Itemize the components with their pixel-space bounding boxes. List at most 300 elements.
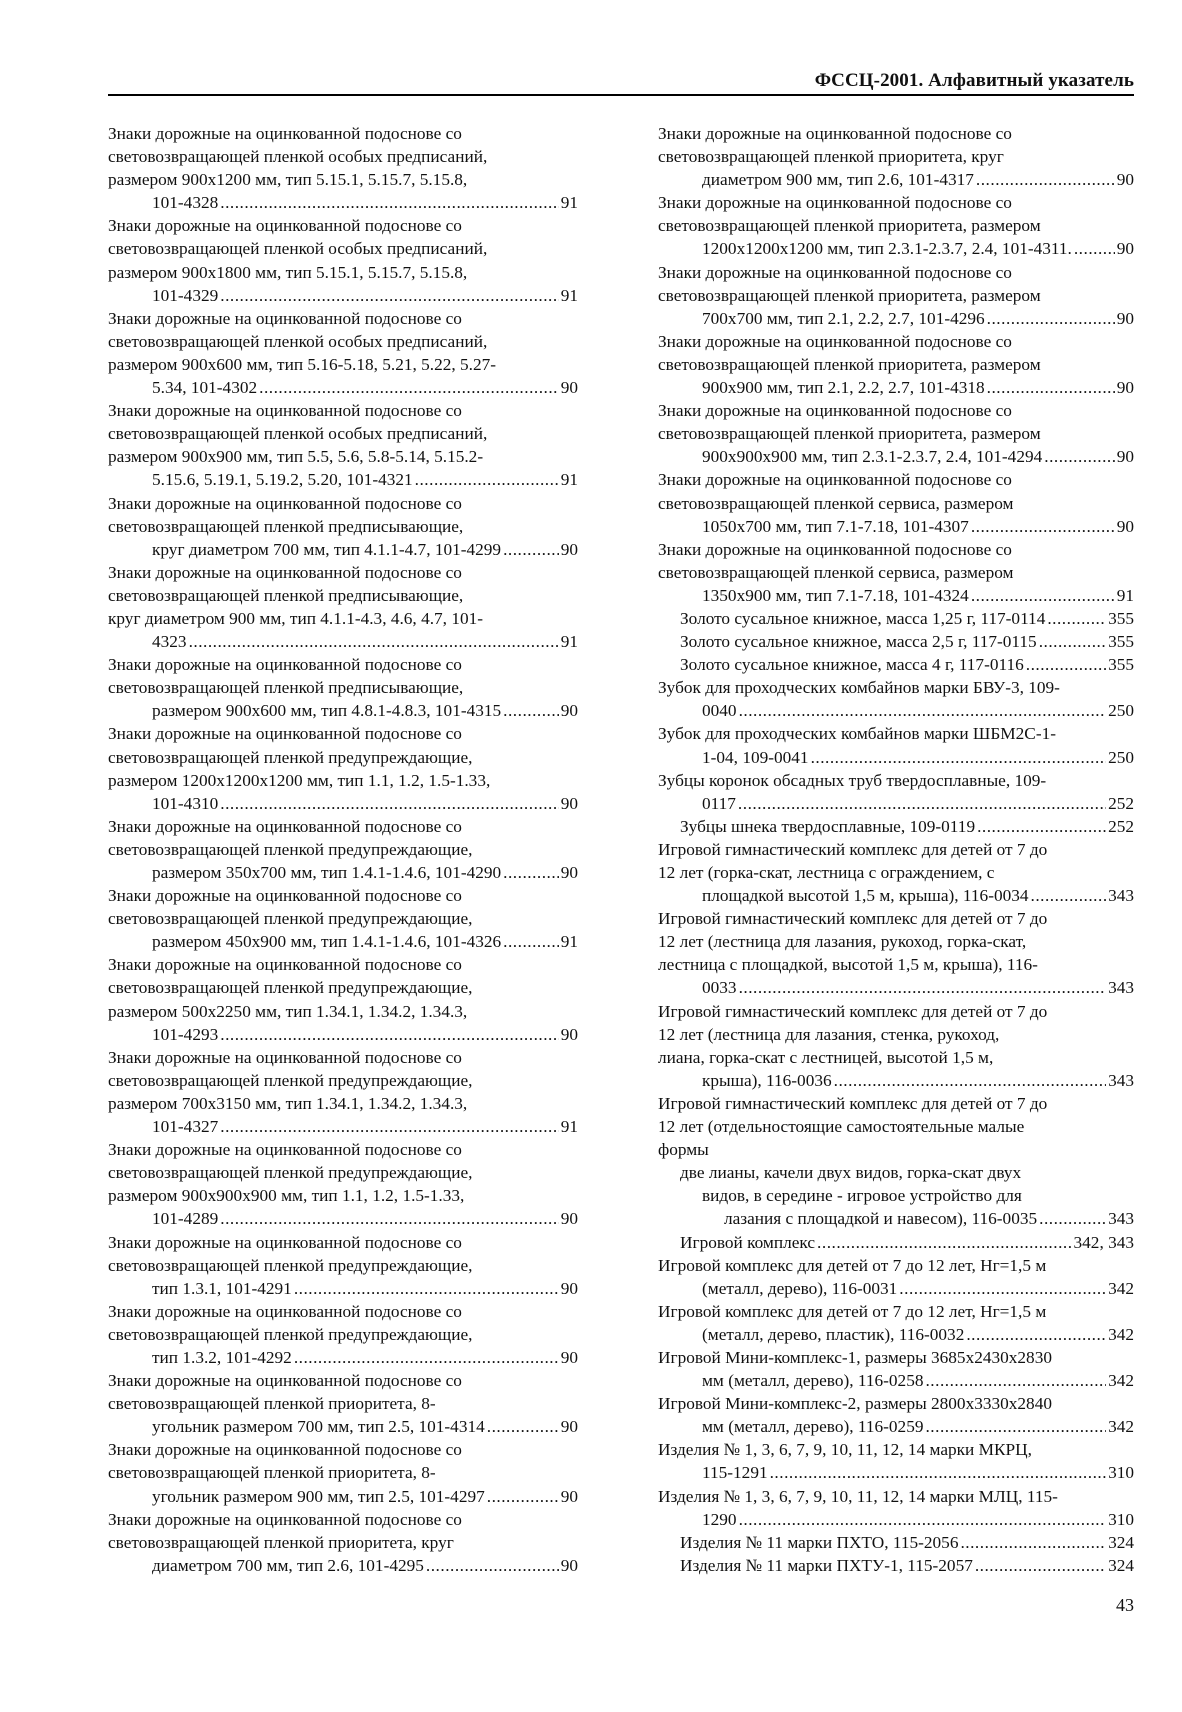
- entry-leader-line: [702, 884, 1134, 907]
- page-reference: 90: [560, 701, 578, 721]
- index-entry: [108, 884, 578, 953]
- entry-text-line: световозвращающей пленкой приоритета, размером: [658, 216, 1041, 236]
- entry-text-line: Знаки дорожные на оцинкованной подоснове со: [658, 124, 1012, 143]
- entry-last-text: размером 900х600 мм, тип 4.8.1-4.8.3, 101-4315: [152, 701, 502, 721]
- dot-leader: [426, 1554, 559, 1577]
- entry-text-line: Знаки дорожные на оцинкованной подоснове со: [108, 1371, 462, 1391]
- entry-text-line: Знаки дорожные на оцинкованной подоснове со: [108, 886, 462, 906]
- page-reference: 252: [1108, 816, 1134, 836]
- index-entry: [108, 214, 578, 306]
- entry-last-text: 101-4329: [152, 285, 219, 305]
- entry-last-text: размером 450х900 мм, тип 1.4.1-1.4.6, 101-4326: [152, 932, 502, 952]
- entry-leader-line: [702, 1461, 1134, 1484]
- entry-leader-line: [152, 191, 578, 214]
- page-reference: 343: [1108, 978, 1134, 998]
- entry-text-line: световозвращающей пленкой предписывающие,: [108, 585, 464, 605]
- entry-leader-line: [702, 976, 1134, 999]
- index-entry: [658, 191, 1134, 260]
- page-reference: 252: [1108, 793, 1134, 813]
- index-column-left: [108, 122, 578, 1577]
- entry-last-text: размером 350х700 мм, тип 1.4.1-1.4.6, 101-4290: [152, 863, 502, 882]
- entry-text-line: размером 500х2250 мм, тип 1.34.1, 1.34.2, 1.34.3,: [108, 1001, 468, 1021]
- entry-text-line: световозвращающей пленкой приоритета, размером: [658, 285, 1041, 305]
- entry-text-line: световозвращающей пленкой предупреждающие,: [108, 1163, 473, 1183]
- page-reference: 90: [1116, 378, 1134, 398]
- entry-last-text: 101-4310: [152, 793, 219, 813]
- entry-text-line: размером 900х1800 мм, тип 5.15.1, 5.15.7, 5.15.8,: [108, 262, 468, 282]
- page-reference: 90: [1116, 170, 1134, 190]
- entry-text-line: размером 900х1200 мм, тип 5.15.1, 5.15.7, 5.15.8,: [108, 170, 468, 190]
- entry-text-line: Игровой гимнастический комплекс для детей от 7 до: [658, 1093, 1048, 1113]
- entry-leader-line: [702, 445, 1134, 468]
- dot-leader: [220, 1115, 558, 1138]
- entry-text-line: световозвращающей пленкой приоритета, 8-: [108, 1394, 436, 1414]
- entry-text-line: Знаки дорожные на оцинкованной подоснове со: [658, 539, 1012, 559]
- page-reference: 91: [560, 1117, 578, 1137]
- page-header: [108, 60, 1134, 96]
- entry-last-text: тип 1.3.2, 101-4292: [152, 1347, 292, 1367]
- index-entry: [108, 1138, 578, 1230]
- dot-leader: [977, 815, 1106, 838]
- index-entry: [658, 1092, 1134, 1231]
- entry-text-line: Знаки дорожные на оцинкованной подоснове со: [658, 193, 1012, 213]
- entry-text-line: световозвращающей пленкой приоритета, 8-: [108, 1463, 436, 1483]
- entry-leader-line: [680, 607, 1134, 630]
- entry-leader-line: [702, 515, 1134, 538]
- dot-leader: [415, 468, 559, 491]
- entry-last-text: 700х700 мм, тип 2.1, 2.2, 2.7, 101-4296: [702, 308, 985, 328]
- entry-leader-line: [702, 792, 1134, 815]
- page-reference: 355: [1108, 608, 1134, 628]
- index-entry: [108, 1508, 578, 1577]
- dot-leader: [811, 746, 1107, 769]
- dot-leader: [971, 515, 1115, 538]
- index-entry: [658, 1392, 1134, 1438]
- entry-last-text: 1-04, 109-0041: [702, 747, 809, 767]
- entry-leader-line: [152, 792, 578, 815]
- page-reference: 90: [560, 1555, 578, 1575]
- index-entry: [658, 122, 1134, 191]
- dot-leader: [503, 930, 559, 953]
- entry-last-text: (металл, дерево), 116-0031: [702, 1278, 898, 1298]
- entry-text-line: Знаки дорожные на оцинкованной подоснове со: [658, 262, 1012, 282]
- entry-leader-line: [152, 1023, 578, 1046]
- entry-leader-line: [152, 861, 578, 884]
- entry-leader-line: [702, 1069, 1134, 1092]
- entry-last-text: Изделия № 11 марки ПХТУ-1, 115-2057: [680, 1555, 973, 1575]
- entry-last-text: диаметром 700 мм, тип 2.6, 101-4295: [152, 1555, 424, 1575]
- entry-text-line: размером 1200х1200х1200 мм, тип 1.1, 1.2, 1.5-1.33,: [108, 770, 491, 790]
- entry-text-line: световозвращающей пленкой приоритета, круг: [658, 147, 1004, 167]
- entry-last-text: мм (металл, дерево), 116-0259: [702, 1417, 924, 1437]
- index-entry: [108, 815, 578, 884]
- page-reference: 343: [1108, 1209, 1134, 1229]
- index-entry: [658, 261, 1134, 330]
- entry-text-line: Знаки дорожные на оцинкованной подоснове со: [108, 955, 462, 975]
- entry-leader-line: [702, 746, 1134, 769]
- entry-leader-line: [702, 1277, 1134, 1300]
- entry-leader-line: [680, 1231, 1134, 1254]
- entry-leader-line: [702, 237, 1134, 260]
- entry-text-line: Знаки дорожные на оцинкованной подоснове со: [108, 655, 462, 675]
- page-reference: 91: [560, 932, 578, 952]
- dot-leader: [960, 1531, 1106, 1554]
- entry-text-line: Знаки дорожные на оцинкованной подоснове со: [108, 308, 462, 328]
- index-entry: [658, 1231, 1134, 1254]
- index-entry: [658, 1554, 1134, 1577]
- entry-text-line: световозвращающей пленкой приоритета, круг: [108, 1532, 454, 1552]
- index-entry: [108, 1046, 578, 1138]
- entry-last-text: 0040: [702, 701, 737, 721]
- entry-text-line: Знаки дорожные на оцинкованной подоснове со: [658, 331, 1012, 351]
- index-entry: [658, 838, 1134, 907]
- page-reference: 324: [1108, 1532, 1134, 1552]
- index-entry: [108, 307, 578, 399]
- entry-last-text: тип 1.3.1, 101-4291: [152, 1278, 292, 1298]
- entry-leader-line: [702, 699, 1134, 722]
- entry-text-line: световозвращающей пленкой приоритета, размером: [658, 424, 1041, 444]
- entry-text-line: световозвращающей пленкой особых предписаний,: [108, 331, 488, 351]
- dot-leader: [1026, 653, 1106, 676]
- entry-leader-line: [152, 284, 578, 307]
- page-reference: 90: [560, 539, 578, 559]
- dot-leader: [1039, 630, 1106, 653]
- entry-text-line: размером 700х3150 мм, тип 1.34.1, 1.34.2, 1.34.3,: [108, 1093, 468, 1113]
- entry-text-line: световозвращающей пленкой предписывающие,: [108, 678, 464, 698]
- page-reference: 342: [1108, 1417, 1134, 1437]
- entry-text-line: световозвращающей пленкой предписывающие,: [108, 516, 464, 536]
- entry-last-text: 1200х1200х1200 мм, тип 2.3.1-2.3.7, 2.4, 101-4311.: [702, 239, 1072, 259]
- entry-leader-line: [702, 1323, 1134, 1346]
- dot-leader: [487, 1415, 559, 1438]
- page-reference: 342: [1108, 1371, 1134, 1391]
- entry-last-text: Золото сусальное книжное, масса 1,25 г, 117-0114: [680, 608, 1046, 628]
- entry-last-text: 0033: [702, 978, 737, 998]
- dot-leader: [770, 1461, 1106, 1484]
- page-reference: 90: [560, 863, 578, 882]
- entry-text-line: Знаки дорожные на оцинкованной подоснове со: [108, 124, 462, 143]
- dot-leader: [834, 1069, 1106, 1092]
- entry-text-line: световозвращающей пленкой предупреждающие,: [108, 1255, 473, 1275]
- entry-last-text: площадкой высотой 1,5 м, крыша), 116-0034: [702, 886, 1029, 906]
- entry-leader-line: [152, 630, 578, 653]
- page-reference: 90: [560, 1486, 578, 1506]
- index-entry: [658, 468, 1134, 537]
- entry-text-line: Знаки дорожные на оцинкованной подоснове со: [108, 816, 462, 836]
- page-reference: 91: [560, 632, 578, 652]
- index-entry: [108, 492, 578, 561]
- entry-text-line: лестница с площадкой, высотой 1,5 м, крыша), 116-: [658, 955, 1038, 975]
- entry-text-line: световозвращающей пленкой предупреждающие,: [108, 909, 473, 929]
- entry-last-text: 1290: [702, 1509, 737, 1529]
- dot-leader: [220, 284, 558, 307]
- index-entry: [658, 769, 1134, 815]
- entry-text-line: световозвращающей пленкой сервиса, размером: [658, 562, 1014, 582]
- entry-text-line: Зубок для проходческих комбайнов марки ШБМ2С-1-: [658, 724, 1056, 744]
- page-number: 43: [1116, 1595, 1134, 1615]
- entry-leader-line: [152, 1554, 578, 1577]
- dot-leader: [738, 792, 1106, 815]
- entry-text-line: Зубцы коронок обсадных труб твердосплавные, 109-: [658, 770, 1047, 790]
- dot-leader: [976, 168, 1115, 191]
- entry-text-line: 12 лет (лестница для лазания, стенка, рукоход,: [658, 1024, 1000, 1044]
- dot-leader: [987, 307, 1115, 330]
- entry-leader-line: [152, 1346, 578, 1369]
- dot-leader: [925, 1369, 1106, 1392]
- entry-subtext-line: видов, в середине - игровое устройство для: [702, 1186, 1022, 1206]
- index-entry: [658, 399, 1134, 468]
- page-reference: 250: [1108, 701, 1134, 721]
- index-entry: [658, 1254, 1134, 1300]
- entry-text-line: Знаки дорожные на оцинкованной подоснове со: [658, 470, 1012, 490]
- dot-leader: [259, 376, 559, 399]
- entry-last-text: 900х900 мм, тип 2.1, 2.2, 2.7, 101-4318: [702, 378, 985, 398]
- entry-leader-line: [724, 1207, 1134, 1230]
- page-reference: 91: [560, 285, 578, 305]
- dot-leader: [739, 1508, 1107, 1531]
- entry-text-line: световозвращающей пленкой особых предписаний,: [108, 147, 488, 167]
- page-reference: 90: [560, 1209, 578, 1229]
- entry-last-text: 0117: [702, 793, 736, 813]
- entry-leader-line: [152, 376, 578, 399]
- entry-text-line: Знаки дорожные на оцинкованной подоснове со: [108, 1047, 462, 1067]
- index-entry: [108, 722, 578, 814]
- entry-last-text: круг диаметром 700 мм, тип 4.1.1-4.7, 101-4299: [152, 539, 502, 559]
- entry-leader-line: [152, 468, 578, 491]
- dot-leader: [220, 1023, 558, 1046]
- index-entry: [658, 1531, 1134, 1554]
- page-reference: 343: [1108, 886, 1134, 906]
- dot-leader: [189, 630, 559, 653]
- entry-text-line: Игровой гимнастический комплекс для детей от 7 до: [658, 839, 1048, 859]
- dot-leader: [220, 1207, 558, 1230]
- index-column-right: [658, 122, 1134, 1577]
- index-entry: [658, 607, 1134, 630]
- entry-last-text: Зубцы шнека твердосплавные, 109-0119: [680, 816, 976, 836]
- page-reference: 90: [560, 1417, 578, 1437]
- entry-text-line: Знаки дорожные на оцинкованной подоснове со: [108, 401, 462, 421]
- index-entry: [108, 653, 578, 722]
- entry-text-line: 12 лет (лестница для лазания, рукоход, горка-скат,: [658, 932, 1027, 952]
- dot-leader: [503, 861, 559, 884]
- page-reference: 91: [1116, 585, 1134, 605]
- entry-last-text: 1350х900 мм, тип 7.1-7.18, 101-4324: [702, 585, 969, 605]
- dot-leader: [1039, 1207, 1106, 1230]
- entry-last-text: угольник размером 700 мм, тип 2.5, 101-4314: [152, 1417, 485, 1437]
- entry-text-line: лиана, горка-скат с лестницей, высотой 1,5 м,: [658, 1047, 994, 1067]
- page-reference: 250: [1108, 747, 1134, 767]
- entry-text-line: световозвращающей пленкой приоритета, размером: [658, 354, 1041, 374]
- entry-leader-line: [152, 1115, 578, 1138]
- index-entry: [108, 1300, 578, 1369]
- entry-text-line: 12 лет (отдельностоящие самостоятельные малые: [658, 1117, 1025, 1137]
- entry-text-line: Знаки дорожные на оцинкованной подоснове со: [108, 216, 462, 236]
- entry-last-text: 101-4293: [152, 1024, 219, 1044]
- entry-leader-line: [702, 376, 1134, 399]
- entry-subtext-line: две лианы, качели двух видов, горка-скат двух: [680, 1163, 1022, 1183]
- index-entry: [658, 1346, 1134, 1392]
- entry-text-line: Знаки дорожные на оцинкованной подоснове со: [658, 401, 1012, 421]
- entry-text-line: Игровой гимнастический комплекс для детей от 7 до: [658, 909, 1048, 929]
- index-entry: [658, 1438, 1134, 1484]
- page-reference: 342: [1108, 1324, 1134, 1344]
- entry-last-text: мм (металл, дерево), 116-0258: [702, 1371, 924, 1391]
- index-entry: [108, 122, 578, 214]
- index-entry: [658, 630, 1134, 653]
- page-reference: 343: [1108, 1070, 1134, 1090]
- dot-leader: [1044, 445, 1114, 468]
- entry-leader-line: [680, 630, 1134, 653]
- index-entry: [658, 907, 1134, 999]
- index-entry: [658, 330, 1134, 399]
- entry-last-text: Изделия № 11 марки ПХТО, 115-2056: [680, 1532, 959, 1552]
- entry-text-line: Знаки дорожные на оцинкованной подоснове со: [108, 724, 462, 744]
- entry-last-text: Игровой комплекс: [680, 1232, 816, 1252]
- entry-leader-line: [152, 1277, 578, 1300]
- dot-leader: [220, 191, 558, 214]
- index-entry: [108, 561, 578, 653]
- entry-last-text: 101-4289: [152, 1209, 219, 1229]
- entry-text-line: световозвращающей пленкой сервиса, размером: [658, 493, 1014, 513]
- dot-leader: [1074, 237, 1115, 260]
- dot-leader: [899, 1277, 1106, 1300]
- dot-leader: [487, 1485, 559, 1508]
- entry-last-text: 101-4327: [152, 1117, 219, 1137]
- entry-text-line: формы: [658, 1140, 709, 1160]
- entry-last-text: 5.15.6, 5.19.1, 5.19.2, 5.20, 101-4321: [152, 470, 413, 490]
- page-reference: 90: [1116, 239, 1134, 259]
- dot-leader: [503, 699, 559, 722]
- dot-leader: [1031, 884, 1107, 907]
- dot-leader: [1047, 607, 1106, 630]
- entry-text-line: размером 900х900х900 мм, тип 1.1, 1.2, 1.5-1.33,: [108, 1186, 465, 1206]
- dot-leader: [294, 1346, 559, 1369]
- index-entry: [658, 1485, 1134, 1531]
- entry-last-text: крыша), 116-0036: [702, 1070, 832, 1090]
- entry-last-text: 900х900х900 мм, тип 2.3.1-2.3.7, 2.4, 101-4294: [702, 447, 1043, 467]
- entry-leader-line: [680, 1531, 1134, 1554]
- entry-last-text: (металл, дерево, пластик), 116-0032: [702, 1324, 965, 1344]
- page-reference: 91: [560, 470, 578, 490]
- page-reference: 90: [1116, 308, 1134, 328]
- page-reference: 90: [1116, 516, 1134, 536]
- entry-leader-line: [152, 1415, 578, 1438]
- page-reference: 324: [1108, 1555, 1134, 1575]
- entry-leader-line: [702, 307, 1134, 330]
- index-entry: [658, 1000, 1134, 1092]
- entry-leader-line: [702, 1508, 1134, 1531]
- entry-last-text: 115-1291: [702, 1463, 768, 1483]
- entry-text-line: Знаки дорожные на оцинкованной подоснове со: [108, 562, 462, 582]
- page-reference: 90: [560, 793, 578, 813]
- dot-leader: [503, 538, 559, 561]
- entry-leader-line: [702, 1369, 1134, 1392]
- entry-text-line: световозвращающей пленкой особых предписаний,: [108, 239, 488, 259]
- page-reference: 310: [1108, 1463, 1134, 1483]
- page-reference: 310: [1108, 1509, 1134, 1529]
- entry-text-line: Игровой Мини-комплекс-2, размеры 2800х3330х2840: [658, 1394, 1052, 1414]
- entry-text-line: световозвращающей пленкой особых предписаний,: [108, 424, 488, 444]
- page-title: ФССЦ-2001. Алфавитный указатель: [814, 70, 1134, 91]
- page-reference: 90: [560, 1278, 578, 1298]
- entry-leader-line: [680, 653, 1134, 676]
- page-reference: 355: [1108, 632, 1134, 652]
- entry-text-line: световозвращающей пленкой предупреждающие,: [108, 1070, 473, 1090]
- dot-leader: [817, 1231, 1071, 1254]
- entry-text-line: круг диаметром 900 мм, тип 4.1.1-4.3, 4.6, 4.7, 101-: [108, 608, 483, 628]
- index-entry: [108, 1369, 578, 1438]
- dot-leader: [294, 1277, 559, 1300]
- page-reference: 90: [560, 1347, 578, 1367]
- dot-leader: [739, 976, 1107, 999]
- entry-last-text: Золото сусальное книжное, масса 4 г, 117-0116: [680, 655, 1024, 675]
- entry-leader-line: [702, 584, 1134, 607]
- entry-leader-line: [680, 815, 1134, 838]
- index-entry: [108, 1438, 578, 1507]
- entry-leader-line: [152, 930, 578, 953]
- entry-text-line: световозвращающей пленкой предупреждающие,: [108, 1324, 473, 1344]
- index-entry: [658, 1300, 1134, 1346]
- index-entry: [108, 399, 578, 491]
- entry-text-line: Знаки дорожные на оцинкованной подоснове со: [108, 493, 462, 513]
- entry-text-line: световозвращающей пленкой предупреждающие,: [108, 839, 473, 859]
- entry-text-line: размером 900х900 мм, тип 5.5, 5.6, 5.8-5.14, 5.15.2-: [108, 447, 484, 467]
- entry-leader-line: [152, 1485, 578, 1508]
- index-entry: [658, 653, 1134, 676]
- index-entry: [658, 815, 1134, 838]
- index-entry: [108, 953, 578, 1045]
- entry-text-line: Игровой Мини-комплекс-1, размеры 3685х2430х2830: [658, 1347, 1052, 1367]
- entry-last-text: 5.34, 101-4302: [152, 378, 258, 398]
- entry-leader-line: [680, 1554, 1134, 1577]
- entry-leader-line: [702, 1415, 1134, 1438]
- dot-leader: [987, 376, 1115, 399]
- dot-leader: [971, 584, 1115, 607]
- entry-text-line: Игровой комплекс для детей от 7 до 12 лет, Нг=1,5 м: [658, 1255, 1047, 1275]
- entry-text-line: Изделия № 1, 3, 6, 7, 9, 10, 11, 12, 14 марки МЛЦ, 115-: [658, 1486, 1058, 1506]
- index-entry: [658, 538, 1134, 607]
- entry-last-text: 101-4328: [152, 193, 219, 213]
- page-reference: 90: [1116, 447, 1134, 467]
- page-reference: 355: [1108, 655, 1134, 675]
- entry-text-line: 12 лет (горка-скат, лестница с ограждением, с: [658, 863, 995, 882]
- dot-leader: [739, 699, 1107, 722]
- entry-text-line: Знаки дорожные на оцинкованной подоснове со: [108, 1509, 462, 1529]
- entry-last-text: угольник размером 900 мм, тип 2.5, 101-4297: [152, 1486, 485, 1506]
- entry-text-line: Знаки дорожные на оцинкованной подоснове со: [108, 1232, 462, 1252]
- entry-leader-line: [152, 1207, 578, 1230]
- page-reference: 90: [560, 378, 578, 398]
- page-reference: 91: [560, 193, 578, 213]
- page-reference: 90: [560, 1024, 578, 1044]
- entry-leader-line: [152, 699, 578, 722]
- entry-text-line: Игровой гимнастический комплекс для детей от 7 до: [658, 1001, 1048, 1021]
- page-reference: 342: [1108, 1278, 1134, 1298]
- entry-last-text: Золото сусальное книжное, масса 2,5 г, 117-0115: [680, 632, 1037, 652]
- dot-leader: [220, 792, 558, 815]
- entry-last-text: диаметром 900 мм, тип 2.6, 101-4317: [702, 170, 974, 190]
- entry-text-line: Знаки дорожные на оцинкованной подоснове со: [108, 1140, 462, 1160]
- dot-leader: [925, 1415, 1106, 1438]
- page-reference: 342, 343: [1073, 1232, 1134, 1252]
- entry-text-line: Знаки дорожные на оцинкованной подоснове со: [108, 1440, 462, 1460]
- entry-text-line: размером 900х600 мм, тип 5.16-5.18, 5.21, 5.22, 5.27-: [108, 354, 497, 374]
- entry-last-text: 1050х700 мм, тип 7.1-7.18, 101-4307: [702, 516, 969, 536]
- entry-text-line: световозвращающей пленкой предупреждающие,: [108, 747, 473, 767]
- entry-text-line: световозвращающей пленкой предупреждающие,: [108, 978, 473, 998]
- entry-last-text: лазания с площадкой и навесом), 116-0035: [724, 1209, 1038, 1229]
- entry-last-text: 4323: [152, 632, 187, 652]
